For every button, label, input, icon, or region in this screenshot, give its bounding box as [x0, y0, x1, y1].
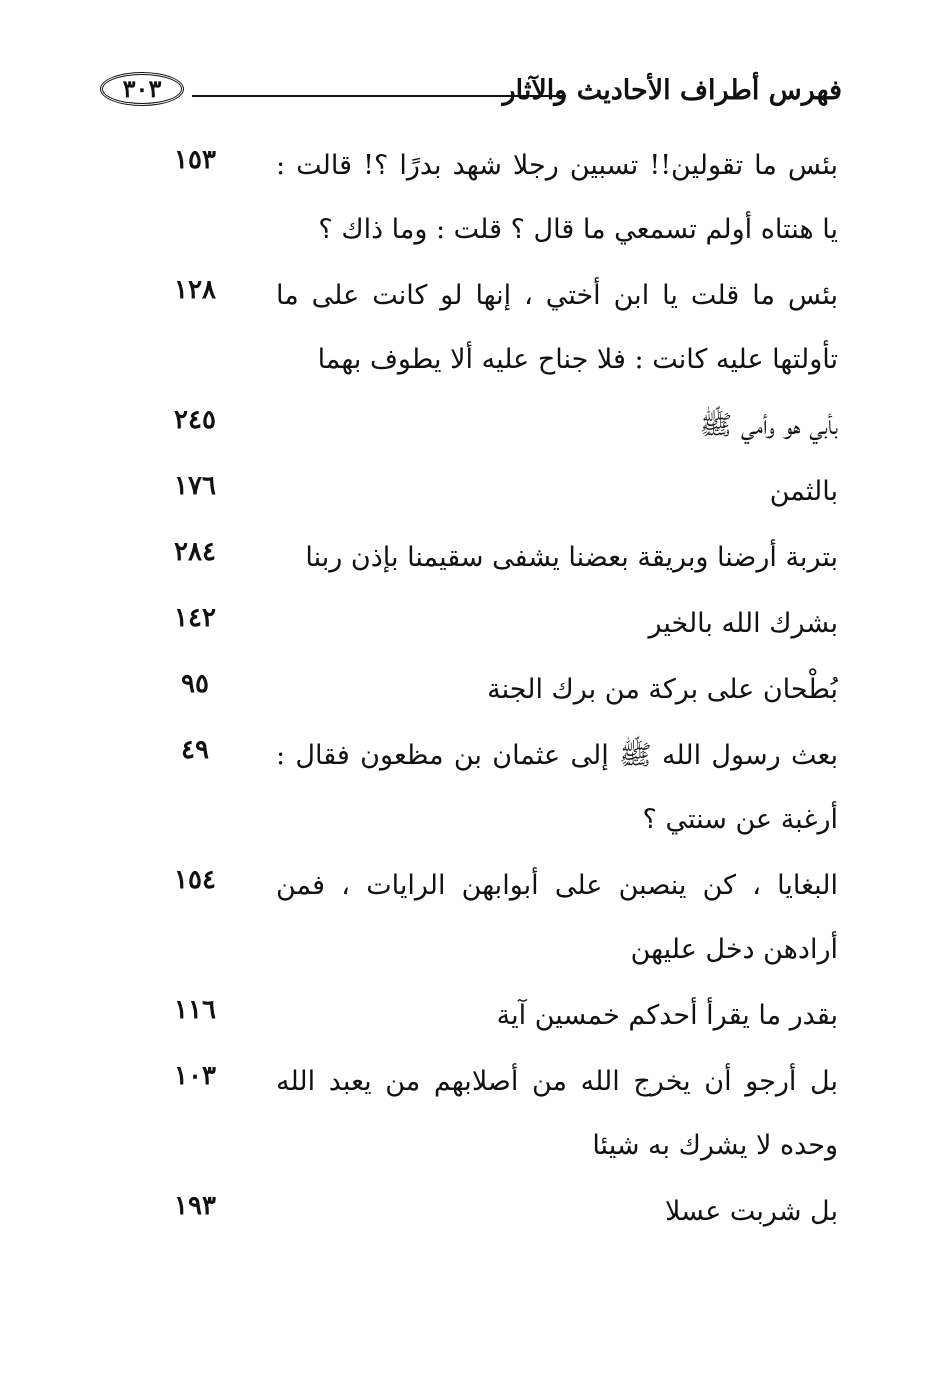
- entry-text: بعث رسول الله ﷺ إلى عثمان بن مظعون فقال : أرغبة عن سنتي ؟: [276, 740, 838, 835]
- entry-page-number: ٢٨٤: [174, 537, 216, 567]
- index-entry: [150, 724, 838, 852]
- index-entry: [150, 134, 838, 262]
- entry-text: بل شربت عسلا: [665, 1196, 838, 1227]
- header-rule: [192, 95, 566, 97]
- page-number-badge: ٣٠٣: [100, 72, 184, 106]
- entry-text: بقدر ما يقرأ أحدكم خمسين آية: [496, 1000, 838, 1031]
- index-entry: [150, 658, 838, 722]
- entry-text: بتربة أرضنا وبريقة بعضنا يشفى سقيمنا بإذن ربنا: [305, 542, 838, 573]
- entry-text: بل أرجو أن يخرج الله من أصلابهم من يعبد الله وحده لا يشرك به شيئا: [276, 1066, 838, 1161]
- entry-text: بُطْحان على بركة من برك الجنة: [487, 674, 838, 705]
- entry-text: بشرك الله بالخير: [648, 608, 838, 639]
- entry-page-number: ١٤٢: [174, 603, 216, 633]
- entry-text: بالثمن: [769, 476, 838, 507]
- entry-text: بأبي هو وأمي ﷺ: [699, 410, 838, 441]
- entry-page-number: ٤٩: [181, 735, 209, 765]
- entry-page-number: ١٩٣: [174, 1191, 216, 1221]
- index-entries: [150, 134, 838, 1246]
- entry-page-number: ١٥٤: [174, 865, 216, 895]
- index-entry: [150, 460, 838, 524]
- entry-page-number: ١٠٣: [174, 1061, 216, 1091]
- running-header: [100, 66, 842, 120]
- header-title: فهرس أطراف الأحاديث والآثار: [502, 75, 842, 106]
- entry-page-number: ١١٦: [174, 995, 216, 1025]
- index-entry: [150, 1180, 838, 1244]
- entry-page-number: ١٧٦: [174, 471, 216, 501]
- index-entry: [150, 854, 838, 982]
- index-entry: [150, 526, 838, 590]
- entry-page-number: ١٢٨: [174, 275, 216, 305]
- index-entry: [150, 1050, 838, 1178]
- index-entry: [150, 394, 838, 458]
- entry-page-number: ٩٥: [181, 669, 209, 699]
- entry-text: البغايا ، كن ينصبن على أبوابهن الرايات ، فمن أرادهن دخل عليهن: [276, 870, 838, 965]
- entry-text: بئس ما قلت يا ابن أختي ، إنها لو كانت على ما تأولتها عليه كانت : فلا جناح عليه ألا يطوف بهما: [276, 280, 838, 375]
- entry-text: بئس ما تقولين!! تسبين رجلا شهد بدرًا ؟! قالت : يا هنتاه أولم تسمعي ما قال ؟ قلت : وما ذاك ؟: [276, 150, 838, 245]
- index-entry: [150, 984, 838, 1048]
- index-entry: [150, 264, 838, 392]
- entry-page-number: ٢٤٥: [174, 405, 216, 435]
- index-entry: [150, 592, 838, 656]
- entry-page-number: ١٥٣: [174, 145, 216, 175]
